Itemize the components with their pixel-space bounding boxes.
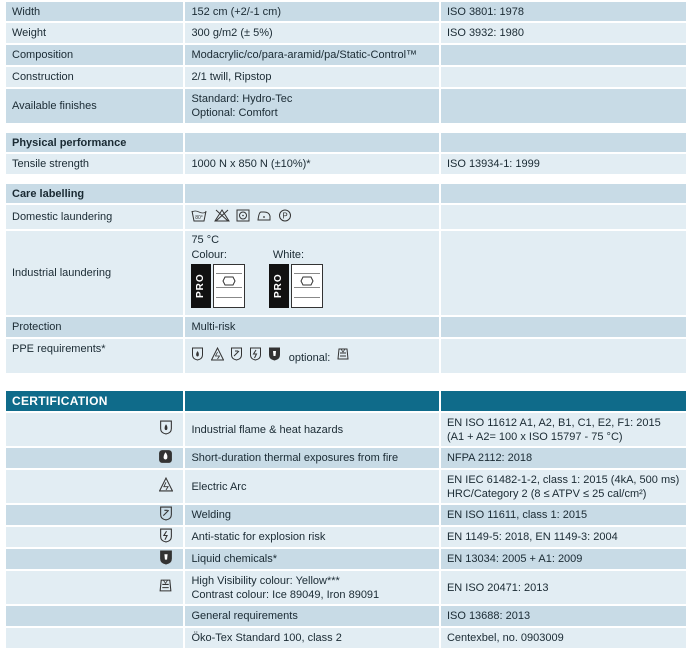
svg-text:80°: 80° [195,214,204,221]
cert-label: Electric Arc [185,470,439,503]
spec-label: Weight [6,23,183,43]
cert-norm: NFPA 2112: 2018 [441,448,686,468]
cert-label-line: High Visibility colour: Yellow*** [191,574,340,587]
cert-row-nfpa [6,448,686,468]
flame-heat-icon [191,347,204,365]
flame-heat-icon [159,426,173,438]
cert-label: General requirements [185,606,439,626]
ppe-optional-label: optional: [288,352,331,364]
cert-label: Liquid chemicals* [185,549,439,569]
cert-row-oekotex [6,628,686,648]
cert-label-line: Contrast colour: Ice 89049, Iron 89091 [191,588,380,601]
section-heading: Physical performance [6,133,183,152]
certification-header [6,391,686,411]
cert-row-antistatic [6,527,686,547]
section-care [6,184,686,203]
spacer [6,125,686,131]
colour-label: Colour: [191,249,227,261]
cert-norm-line: (A1 + A2= 100 x ISO 15797 - 75 °C) [446,430,623,443]
spec-row-weight [6,23,686,43]
chemical-icon [159,556,173,568]
spec-row-construction [6,67,686,87]
spec-value: 2/1 twill, Ripstop [185,67,439,87]
finish-optional: Optional: Comfort [191,107,278,119]
svg-text:P: P [282,211,288,220]
spec-value [185,89,439,123]
cert-norm: EN ISO 20471: 2013 [441,571,686,604]
spec-table [4,0,688,650]
pro-white-label-icon [269,264,323,308]
cert-label: Short-duration thermal exposures from fire [185,448,439,468]
care-row-domestic [6,205,686,229]
cert-norm-line: EN IEC 61482-1-2, class 1: 2015 (4kA, 500 ms) [446,473,680,486]
industrial-details [185,231,439,315]
care-row-protection [6,317,686,337]
cert-row-chemicals [6,549,686,569]
spec-label: Industrial laundering [6,231,183,315]
spec-value: 1000 N x 850 N (±10%)* [185,154,439,174]
pro-colour-label-icon [191,264,245,308]
welding-icon [230,347,243,365]
cert-norm-line: EN ISO 11612 A1, A2, B1, C1, E2, F1: 2015 [446,416,661,429]
ppe-icons [185,339,439,373]
fabric-spec-sheet [4,0,688,650]
dry-clean-p-icon [278,209,292,226]
electric-arc-icon [211,347,224,365]
spec-norm [441,89,686,123]
care-row-ppe [6,339,686,373]
cert-row-hivis [6,571,686,604]
pro-text: PRO [269,264,289,308]
cert-label: Anti-static for explosion risk [185,527,439,547]
cert-norm: EN 13034: 2005 + A1: 2009 [441,549,686,569]
spec-label: PPE requirements* [6,339,183,373]
cert-row-welding [6,505,686,525]
care-row-industrial [6,231,686,315]
spec-value: 300 g/m2 (± 5%) [185,23,439,43]
spec-label: Width [6,2,183,21]
spec-norm [441,45,686,65]
cert-row-flame [6,413,686,446]
cert-norm: ISO 13688: 2013 [441,606,686,626]
section-physical [6,133,686,152]
cert-row-general [6,606,686,626]
wash-80-icon [191,209,207,226]
care-icons [185,205,439,229]
white-label: White: [272,249,305,261]
cert-norm [441,470,686,503]
cert-norm-line: HRC/Category 2 (8 ≤ ATPV ≤ 25 cal/cm²) [446,487,647,500]
cert-label [185,571,439,604]
high-visibility-icon [336,347,350,365]
spacer [6,375,686,389]
antistatic-icon [249,347,262,365]
spec-row-composition [6,45,686,65]
finish-standard: Standard: Hydro-Tec [191,93,293,105]
spec-norm: ISO 3932: 1980 [441,23,686,43]
spec-value: Multi-risk [185,317,439,337]
spec-norm: ISO 13934-1: 1999 [441,154,686,174]
spec-label: Tensile strength [6,154,183,174]
spec-value: Modacrylic/co/para-aramid/pa/Static-Control™ [185,45,439,65]
tumble-dry-icon [236,209,250,226]
cert-label: Welding [185,505,439,525]
spec-norm: ISO 3801: 1978 [441,2,686,21]
electric-arc-icon [159,483,173,495]
cert-row-arc [6,470,686,503]
section-heading: Care labelling [6,184,183,203]
cert-label: Öko-Tex Standard 100, class 2 [185,628,439,648]
physical-row-tensile [6,154,686,174]
cert-norm: Centexbel, no. 0903009 [441,628,686,648]
flash-fire-icon [158,455,173,467]
spec-label: Protection [6,317,183,337]
high-visibility-icon [158,584,173,596]
iron-icon [256,209,272,226]
antistatic-icon [159,534,173,546]
certification-heading: CERTIFICATION [6,391,183,411]
industrial-temp: 75 °C [191,234,220,246]
no-bleach-icon [214,209,230,226]
welding-icon [159,512,173,524]
cert-norm: EN ISO 11611, class 1: 2015 [441,505,686,525]
chemical-icon [268,347,281,365]
spec-label: Construction [6,67,183,87]
spec-value: 152 cm (+2/-1 cm) [185,2,439,21]
cert-label: Industrial flame & heat hazards [185,413,439,446]
spec-label: Composition [6,45,183,65]
spec-row-finishes [6,89,686,123]
pro-text: PRO [191,264,211,308]
cert-norm: EN 1149-5: 2018, EN 1149-3: 2004 [441,527,686,547]
spacer [6,176,686,182]
cert-norm [441,413,686,446]
spec-row-width [6,2,686,21]
spec-norm [441,67,686,87]
spec-label: Available finishes [6,89,183,123]
spec-label: Domestic laundering [6,205,183,229]
